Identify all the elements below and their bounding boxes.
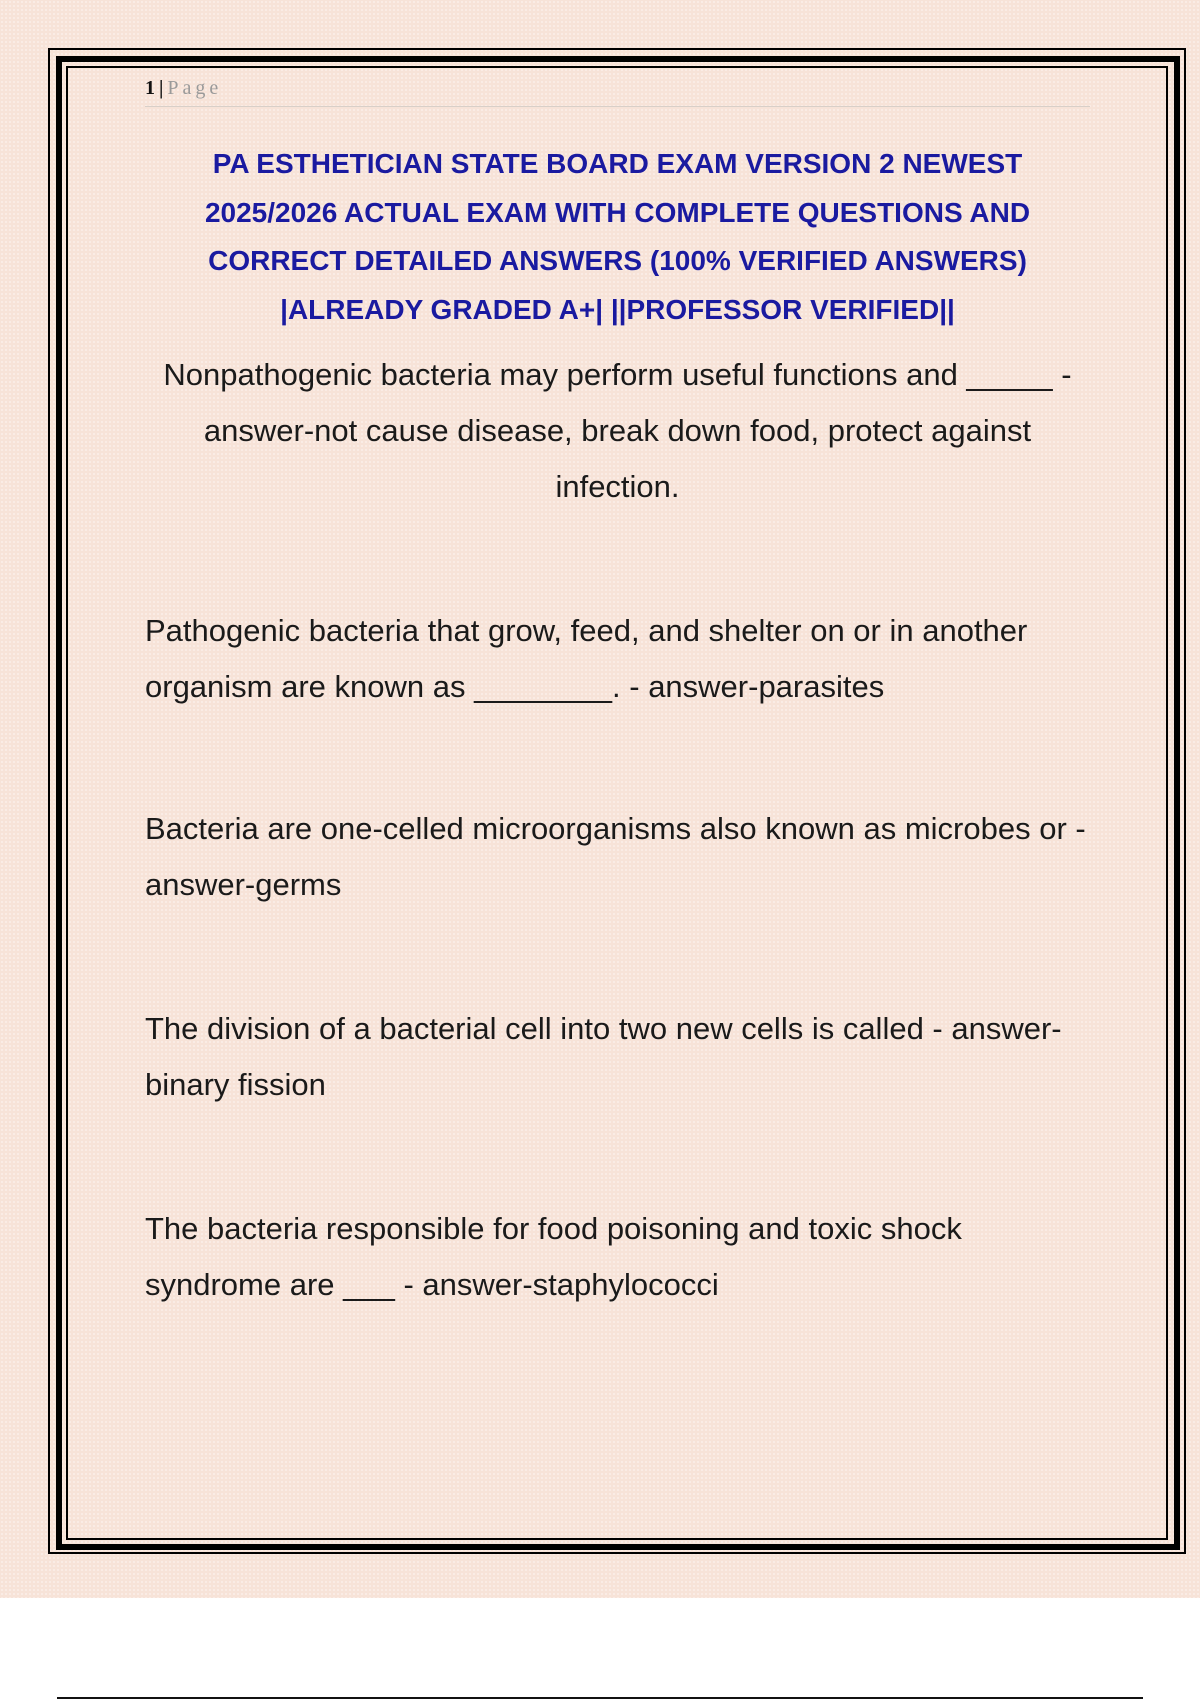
footer-divider [57, 1697, 1143, 1699]
page-number: 1 [145, 77, 155, 99]
page-label: Page [167, 77, 223, 99]
page-number-separator: | [159, 77, 164, 99]
page-header [145, 74, 1090, 107]
qa-item: The division of a bacterial cell into two new cells is called - answer-binary fission [145, 1011, 1062, 1102]
qa-item: Pathogenic bacteria that grow, feed, and shelter on or in another organism are known as ________. - answer-parasites [145, 613, 1028, 704]
qa-item: Bacteria are one-celled microorganisms also known as microbes or - answer-germs [145, 811, 1086, 902]
qa-item: Nonpathogenic bacteria may perform useful functions and _____ - answer-not cause disease, break down food, protect against infection. [163, 357, 1072, 504]
qa-item: The bacteria responsible for food poisoning and toxic shock syndrome are ___ - answer-staphylococci [145, 1211, 962, 1302]
document-title: PA ESTHETICIAN STATE BOARD EXAM VERSION 2 NEWEST 2025/2026 ACTUAL EXAM WITH COMPLETE QUESTIONS AND CORRECT DETAILED ANSWERS (100% VERIFIED ANSWERS) |ALREADY GRADED A+| ||PROFESSOR VERIFIED|| [204, 148, 1031, 325]
